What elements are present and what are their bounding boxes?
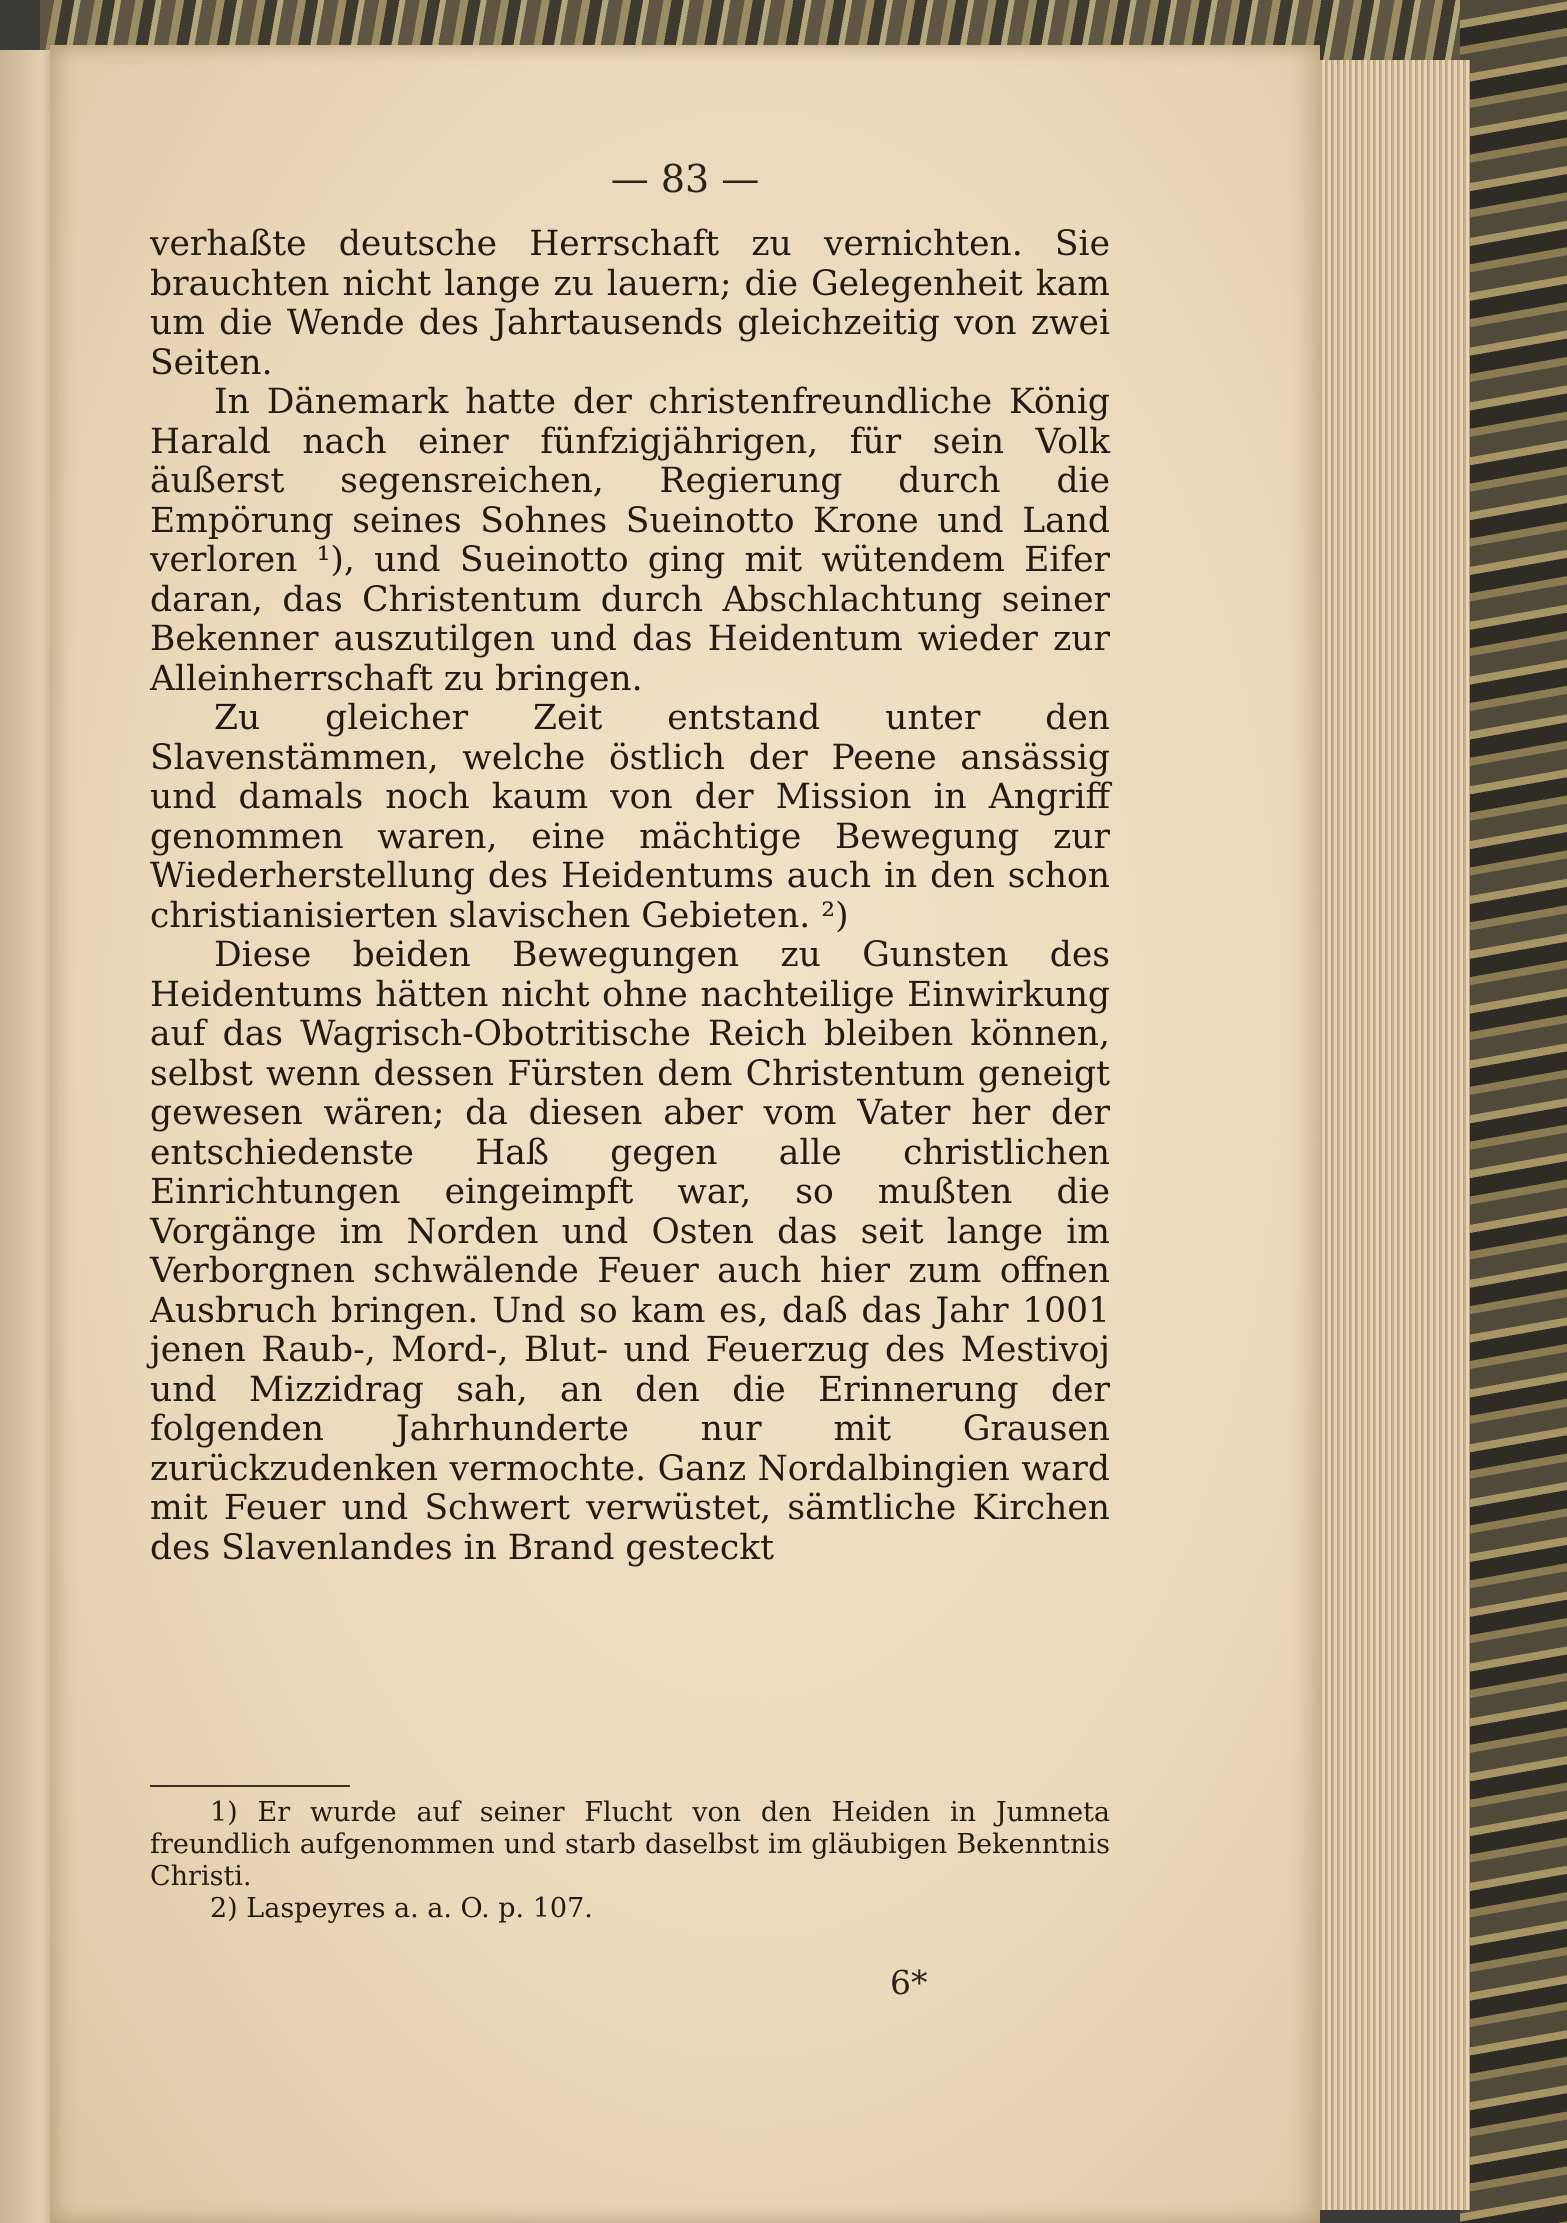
footnotes xyxy=(150,1797,1110,1925)
paragraph: verhaßte deutsche Herrschaft zu vernichten. Sie brauchten nicht lange zu lauern; die Gelegenheit kam um die Wende des Jahrtausends gleichzeitig von zwei Seiten. xyxy=(150,224,1110,383)
page-block-edge xyxy=(1318,60,1470,2210)
footnote-rule xyxy=(150,1785,350,1787)
book-cover-right xyxy=(1460,0,1567,2223)
footnote: 1) Er wurde auf seiner Flucht von den Heiden in Jumneta freundlich aufgenommen und starb daselbst im gläubigen Bekenntnis Christi. xyxy=(150,1797,1110,1892)
signature-mark: 6* xyxy=(890,1963,928,2002)
body-text xyxy=(150,225,1110,1568)
page-number: — 83 — xyxy=(610,157,760,201)
paragraph: Diese beiden Bewegungen zu Gunsten des Heidentums hätten nicht ohne nachteilige Einwirkung auf das Wagrisch-Obotritische Reich bleiben können, selbst wenn dessen Fürsten dem Christentum geneigt gewesen wären; da diesen aber vom Vater her der entschiedenste Haß gegen alle christlichen Einrichtungen eingeimpft war, so mußten die Vorgänge im Norden und Osten das seit lange im Verborgnen schwälende Feuer auch hier zum offnen Ausbruch bringen. Und so kam es, daß das Jahr 1001 jenen Raub-, Mord-, Blut- und Feuerzug des Mestivoj und Mizzidrag sah, an den die Erinnerung der folgenden Jahrhunderte nur mit Grausen zurückzudenken vermochte. Ganz Nordalbingien ward mit Feuer und Schwert verwüstet, sämtliche Kirchen des Slavenlandes in Brand gesteckt xyxy=(150,935,1110,1568)
footnote: 2) Laspeyres a. a. O. p. 107. xyxy=(210,1893,593,1924)
paragraph: In Dänemark hatte der christenfreundliche König Harald nach einer fünfzigjährigen, für sein Volk äußerst segensreichen, Regierung durch die Empörung seines Sohnes Sueinotto Krone und Land verloren ¹), und Sueinotto ging mit wütendem Eifer daran, das Christentum durch Abschlachtung seiner Bekenner auszutilgen und das Heidentum wieder zur Alleinherrschaft zu bringen. xyxy=(150,382,1110,699)
paragraph: Zu gleicher Zeit entstand unter den Slavenstämmen, welche östlich der Peene ansässig und damals noch kaum von der Mission in Angriff genommen waren, eine mächtige Bewegung zur Wiederherstellung des Heidentums auch in den schon christianisierten slavischen Gebieten. ²) xyxy=(150,698,1110,936)
book-page xyxy=(50,45,1320,2223)
